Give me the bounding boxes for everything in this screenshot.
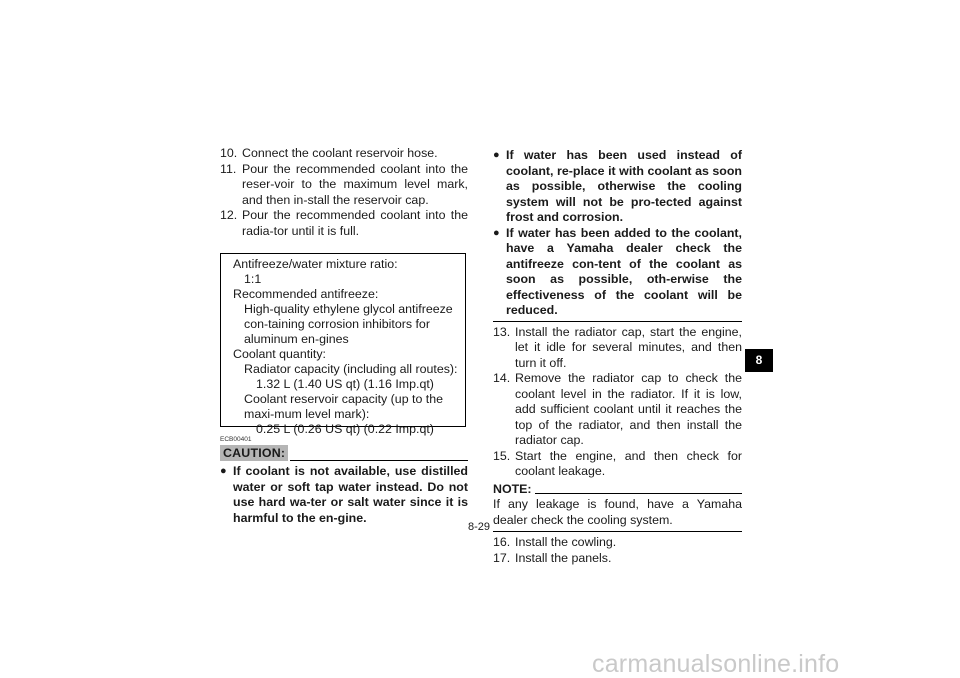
caution-bullet-text: If water has been added to the coolant, have a Yamaha dealer check the antifreeze con-tent of the coolant as soon as possible, oth-erwise the effectiveness of the coolant will be reduced. [506,225,742,317]
step-text: Connect the coolant reservoir hose. [242,146,438,160]
bullet-icon: ● [220,465,227,477]
step-number: 14. [493,371,511,385]
step-item [220,208,468,239]
step-number: 12. [220,208,238,222]
step-text: Install the cowling. [515,535,617,549]
step-item [493,371,742,449]
step-text: Remove the radiator cap to check the coolant level in the radiator. If it is low, add sufficient coolant until it reaches the top of the radiator, and then install the radiator cap. [515,371,742,447]
caution-bullet-text: If water has been used instead of coolant, re-place it with coolant as soon as possible, otherwise the cooling system will not be pro-tected against frost and corrosion. [506,148,742,224]
right-column [493,146,742,566]
step-item [220,146,468,162]
step-text: Pour the recommended coolant into the radia-tor until it is full. [242,208,468,238]
mixture-label: Antifreeze/water mixture ratio: [233,257,398,271]
caution-bullet [493,226,742,319]
coolant-spec-box [220,253,466,436]
step-number: 17. [493,550,511,565]
reservoir-capacity-value: 0.25 L (0.26 US qt) (0.22 Imp.qt) [256,422,434,436]
page-number: 8-29 [468,521,491,533]
antifreeze-label: Recommended antifreeze: [233,287,379,301]
step-number: 15. [493,448,511,463]
caution-bullet-text: If coolant is not available, use distilled water or soft tap water instead. Do not use hard wa-ter or salt water since it is harmful to the en-gine. [233,464,468,525]
radiator-capacity-label: Radiator capacity (including all routes): [244,362,458,376]
caution-bullet [220,464,468,526]
mixture-value: 1:1 [244,272,262,286]
caution-bullets-continued [493,148,742,322]
step-number: 13. [493,324,511,339]
step-item [493,551,742,567]
reservoir-capacity-label: Coolant reservoir capacity (up to the maxi-mum level mark): [244,392,444,421]
step-item [220,162,468,209]
quantity-label: Coolant quantity: [233,347,326,361]
step-item [493,535,742,551]
note-rule [535,493,742,494]
step-item [493,325,742,372]
radiator-capacity-value: 1.32 L (1.40 US qt) (1.16 Imp.qt) [256,377,434,391]
section-tab: 8 [745,349,773,372]
step-number: 11. [220,161,237,176]
watermark: carmanualsonline.info [592,650,840,678]
antifreeze-value: High-quality ethylene glycol antifreeze con-taining corrosion inhibitors for aluminum en-gines [244,302,453,346]
note-label: NOTE: [493,481,532,496]
step-text: Pour the recommended coolant into the reser-voir to the maximum level mark, and then in-stall the reservoir cap. [242,161,468,207]
step-text: Start the engine, and then check for coolant leakage. [515,448,742,478]
caution-label: CAUTION: [220,445,288,461]
note-heading [493,482,742,498]
steps-after [493,535,742,566]
step-text: Install the panels. [515,550,612,565]
step-number: 10. [220,146,238,160]
note-text: If any leakage is found, have a Yamaha dealer check the cooling system. [493,497,742,532]
left-column [220,146,468,526]
step-text: Install the radiator cap, start the engine, let it idle for several minutes, and then turn it off. [515,324,742,370]
caution-code: ECB00401 [220,436,252,443]
caution-bullet [493,148,742,226]
caution-rule [290,460,468,461]
bullet-icon: ● [493,226,500,239]
step-number: 16. [493,535,511,549]
steps-middle [493,325,742,480]
caution-heading [220,445,468,461]
step-item [493,449,742,480]
bullet-icon: ● [493,149,500,161]
